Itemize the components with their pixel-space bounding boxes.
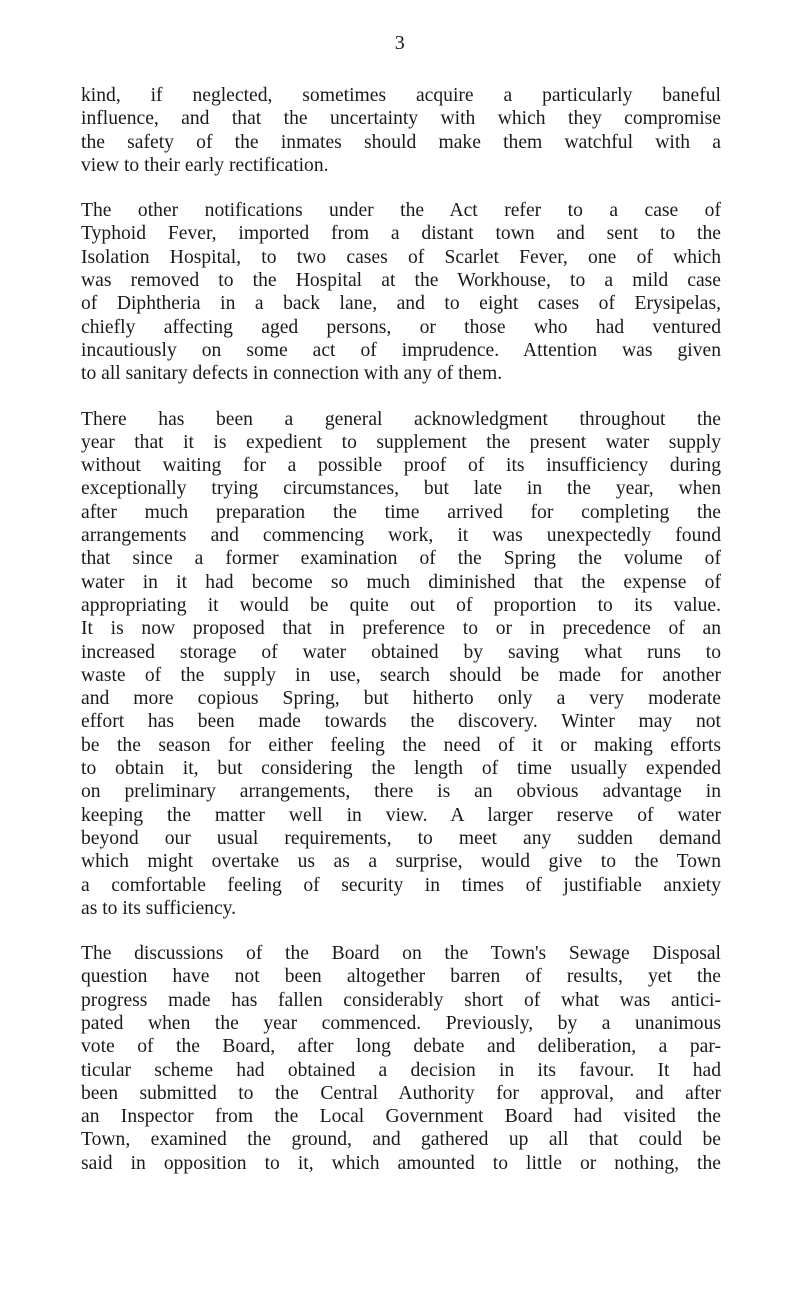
page-number: 3 (394, 32, 406, 54)
text-line: increased storage of water obtained by saving what runs to (81, 641, 721, 663)
text-line: said in opposition to it, which amounted to little or nothing, the (81, 1152, 721, 1174)
text-line: after much preparation the time arrived for completing the (81, 501, 721, 523)
text-line: Typhoid Fever, imported from a distant town and sent to the (81, 223, 721, 245)
text-line: waste of the supply in use, search should be made for another (81, 664, 721, 686)
text-line: to obtain it, but considering the length of time usually expended (81, 758, 721, 780)
text-line: year that it is expedient to supplement the present water supply (81, 431, 721, 453)
text-line: as to its sufficiency. (81, 897, 237, 919)
text-line: question have not been altogether barren of results, yet the (81, 966, 721, 988)
text-line: pated when the year commenced. Previously, by a unanimous (81, 1012, 721, 1034)
text-line: keeping the matter well in view. A larger reserve of water (81, 804, 721, 826)
text-line: been submitted to the Central Authority for approval, and after (81, 1082, 721, 1104)
text-line: an Inspector from the Local Government Board had visited the (81, 1106, 721, 1128)
text-line: ticular scheme had obtained a decision in its favour. It had (81, 1059, 721, 1081)
text-line: view to their early rectification. (81, 154, 329, 176)
text-line: the safety of the inmates should make them watchful with a (81, 131, 721, 153)
text-line: vote of the Board, after long debate and deliberation, a par- (81, 1036, 721, 1058)
text-line: of Diphtheria in a back lane, and to eight cases of Erysipelas, (81, 293, 721, 315)
body-text (81, 84, 721, 1197)
text-line: was removed to the Hospital at the Workhouse, to a mild case (81, 270, 721, 292)
text-line: chiefly affecting aged persons, or those who had ventured (81, 316, 721, 338)
text-line: The other notifications under the Act refer to a case of (81, 200, 721, 222)
text-line: be the season for either feeling the need of it or making efforts (81, 734, 721, 756)
text-line: There has been a general acknowledgment throughout the (81, 408, 721, 430)
paragraph-1 (81, 84, 721, 177)
text-line: Isolation Hospital, to two cases of Scarlet Fever, one of which (81, 246, 721, 268)
text-line: appropriating it would be quite out of proportion to its value. (81, 594, 721, 616)
text-line: beyond our usual requirements, to meet any sudden demand (81, 827, 721, 849)
text-line: Town, examined the ground, and gathered up all that could be (81, 1129, 721, 1151)
paragraph-3 (81, 408, 721, 921)
text-line: to all sanitary defects in connection with any of them. (81, 363, 503, 385)
paragraph-4 (81, 942, 721, 1175)
text-line: and more copious Spring, but hitherto only a very moderate (81, 688, 721, 710)
text-line: effort has been made towards the discovery. Winter may not (81, 711, 721, 733)
text-line: influence, and that the uncertainty with which they compromise (81, 108, 721, 130)
text-line: kind, if neglected, sometimes acquire a particularly baneful (81, 85, 721, 106)
text-line: on preliminary arrangements, there is an obvious advantage in (81, 781, 721, 803)
text-line: The discussions of the Board on the Town's Sewage Disposal (81, 943, 721, 965)
text-line: a comfortable feeling of security in times of justifiable anxiety (81, 874, 721, 896)
text-line: which might overtake us as a surprise, would give to the Town (81, 851, 721, 873)
paragraph-2 (81, 199, 721, 385)
text-line: It is now proposed that in preference to or in precedence of an (81, 618, 721, 640)
text-line: progress made has fallen considerably short of what was antici- (81, 989, 721, 1011)
text-line: exceptionally trying circumstances, but late in the year, when (81, 478, 721, 500)
text-line: without waiting for a possible proof of its insufficiency during (81, 455, 721, 477)
text-line: water in it had become so much diminished that the expense of (81, 571, 721, 593)
text-line: arrangements and commencing work, it was unexpectedly found (81, 525, 721, 547)
text-line: incautiously on some act of imprudence. Attention was given (81, 339, 721, 361)
text-line: that since a former examination of the Spring the volume of (81, 548, 721, 570)
